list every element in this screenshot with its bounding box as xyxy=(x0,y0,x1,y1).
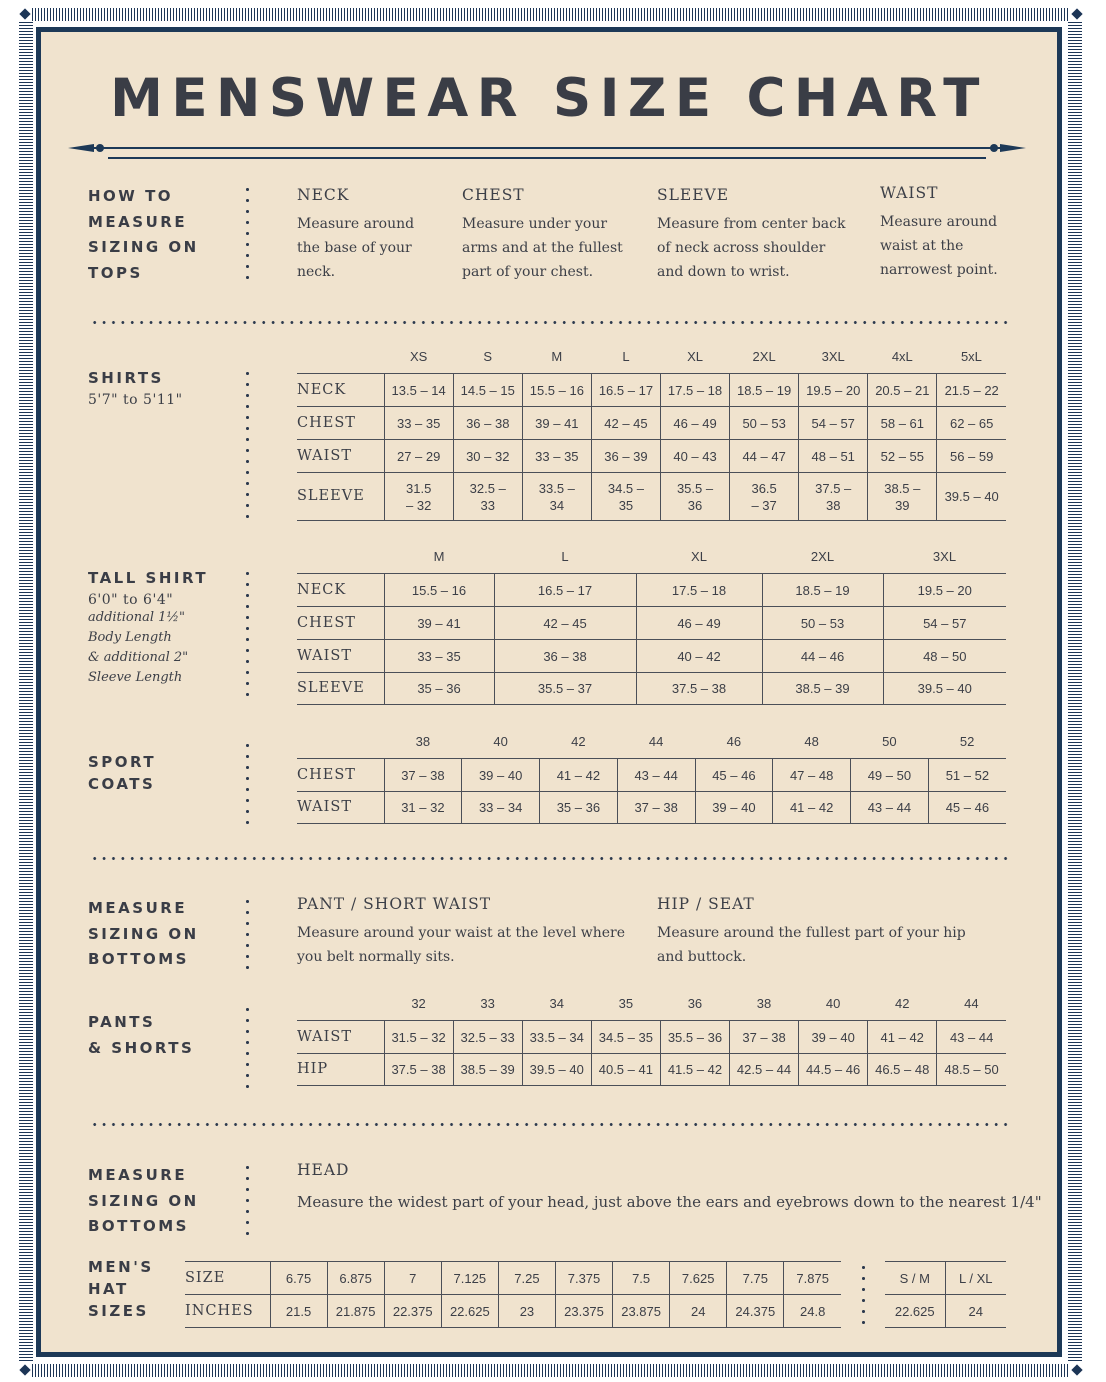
row-label: SLEEVE xyxy=(297,473,384,521)
table-cell: 40.5 – 41 xyxy=(591,1054,660,1086)
table-row xyxy=(185,1262,841,1295)
table-cell: 45 – 46 xyxy=(928,792,1006,824)
table-cell: 42.5 – 44 xyxy=(729,1054,798,1086)
table-row xyxy=(885,1262,1006,1295)
table-cell: 23.375 xyxy=(555,1295,612,1328)
size-label: M xyxy=(433,548,445,564)
table-cell: 50 – 53 xyxy=(730,407,799,440)
table-row xyxy=(297,473,1006,521)
table-cell: 23 xyxy=(498,1295,555,1328)
table-cell: 45 – 46 xyxy=(695,759,773,792)
table-cell: 40 – 42 xyxy=(636,640,762,673)
dotted-divider xyxy=(90,321,1008,324)
table-cell: 46 – 49 xyxy=(660,407,729,440)
table-cell: 39 – 40 xyxy=(462,759,540,792)
table-cell: 6.875 xyxy=(327,1262,384,1295)
table-cell: 52 – 55 xyxy=(868,440,937,473)
table-cell: 54 – 57 xyxy=(799,407,868,440)
bottoms-measure-waist: PANT / SHORT WAIST Measure around your waist at the level where you belt normally sits. xyxy=(297,895,626,965)
corner-diamond-icon xyxy=(1071,1364,1082,1375)
tops-measure-chest: CHEST Measure under your arms and at the fullest part of your chest. xyxy=(462,186,623,280)
size-label: 46 xyxy=(726,733,742,749)
table-cell: 48.5 – 50 xyxy=(937,1054,1006,1086)
table-cell: 36 – 39 xyxy=(591,440,660,473)
table-cell: 7.125 xyxy=(441,1262,498,1295)
sport-coats-heading: SPORT COATS xyxy=(88,753,157,793)
table-cell: 33 – 35 xyxy=(384,407,453,440)
row-label: WAIST xyxy=(297,640,384,673)
dotted-separator xyxy=(246,568,249,702)
table-cell: L / XL xyxy=(945,1262,1006,1295)
size-label: 34 xyxy=(549,995,564,1011)
table-cell: 38.5 – 39 xyxy=(453,1054,522,1086)
size-label: XL xyxy=(687,348,703,364)
table-cell: 19.5 – 20 xyxy=(883,574,1006,607)
tall-shirt-table xyxy=(297,539,1006,705)
table-cell: 15.5 – 16 xyxy=(384,574,494,607)
size-label: XL xyxy=(691,548,707,564)
table-cell: 41 – 42 xyxy=(868,1021,937,1054)
dotted-separator xyxy=(862,1262,865,1330)
table-cell: 43 – 44 xyxy=(617,759,695,792)
size-label: 52 xyxy=(959,733,975,749)
row-label: WAIST xyxy=(297,792,384,824)
table-cell: 37.5 – 38 xyxy=(799,473,868,521)
table-cell: 18.5 – 19 xyxy=(762,574,883,607)
table-row xyxy=(297,440,1006,473)
table-cell: 35 – 36 xyxy=(384,673,494,705)
table-cell: 33 – 35 xyxy=(522,440,591,473)
frame-left xyxy=(19,22,33,1362)
size-label: 4xL xyxy=(891,348,913,364)
table-cell: 33 – 35 xyxy=(384,640,494,673)
size-label: 33 xyxy=(480,995,495,1011)
table-cell: 13.5 – 14 xyxy=(384,374,453,407)
table-cell: 43 – 44 xyxy=(851,792,929,824)
table-cell: 35.5 – 36 xyxy=(660,473,729,521)
table-cell: 51 – 52 xyxy=(928,759,1006,792)
row-label: CHEST xyxy=(297,607,384,640)
table-cell: 39 – 40 xyxy=(695,792,773,824)
table-cell: 22.625 xyxy=(441,1295,498,1328)
table-cell: 21.5 xyxy=(270,1295,327,1328)
table-cell: 16.5 – 17 xyxy=(494,574,636,607)
table-cell: 62 – 65 xyxy=(937,407,1006,440)
row-label: WAIST xyxy=(297,1021,384,1054)
size-label: 2XL xyxy=(810,548,835,564)
table-cell: 33.5 – 34 xyxy=(522,473,591,521)
table-cell: 46 – 49 xyxy=(636,607,762,640)
table-cell: 31.5 – 32 xyxy=(384,473,453,521)
tall-shirt-heading-block: TALL SHIRT 6'0" to 6'4" additional 1½" Body Length & additional 2" Sleeve Length xyxy=(88,569,209,685)
dotted-separator xyxy=(246,740,249,828)
size-label: L xyxy=(622,348,630,364)
head-measure-heading: MEASURE SIZING ON BOTTOMS xyxy=(88,1166,199,1235)
size-label: XS xyxy=(409,348,428,364)
table-cell: 39.5 – 40 xyxy=(522,1054,591,1086)
hat-sizes-generic-table xyxy=(885,1261,1006,1328)
table-row xyxy=(297,792,1006,824)
shirts-heading-block: SHIRTS 5'7" to 5'11" xyxy=(88,369,183,408)
table-cell: 36.5 – 37 xyxy=(730,473,799,521)
table-row xyxy=(297,640,1006,673)
tops-measure-sleeve: SLEEVE Measure from center back of neck across shoulder and down to wrist. xyxy=(657,186,846,280)
size-label: S xyxy=(483,348,493,364)
table-cell: 24.8 xyxy=(784,1295,841,1328)
table-cell: 33.5 – 34 xyxy=(522,1021,591,1054)
table-cell: 14.5 – 15 xyxy=(453,374,522,407)
table-cell: 50 – 53 xyxy=(762,607,883,640)
size-label: 36 xyxy=(687,995,703,1011)
table-cell: 7 xyxy=(384,1262,441,1295)
table-cell: 17.5 – 18 xyxy=(636,574,762,607)
bottoms-measure-hip: HIP / SEAT Measure around the fullest part of your hip and buttock. xyxy=(657,895,966,965)
corner-diamond-icon xyxy=(19,8,30,19)
table-cell: 15.5 – 16 xyxy=(522,374,591,407)
title-divider-ornament xyxy=(68,138,1028,162)
table-row xyxy=(297,1021,1006,1054)
hat-sizes-table xyxy=(185,1261,841,1328)
size-label: 40 xyxy=(825,995,841,1011)
table-cell: 37 – 38 xyxy=(384,759,462,792)
table-cell: 37.5 – 38 xyxy=(384,1054,453,1086)
table-cell: 40 – 43 xyxy=(660,440,729,473)
table-cell: 22.625 xyxy=(885,1295,945,1328)
table-cell: 34.5 – 35 xyxy=(591,1021,660,1054)
size-label: 32 xyxy=(411,995,426,1011)
table-cell: 22.375 xyxy=(384,1295,441,1328)
size-label: 44 xyxy=(648,733,664,749)
table-row xyxy=(297,673,1006,705)
table-cell: 6.75 xyxy=(270,1262,327,1295)
table-cell: 32.5 – 33 xyxy=(453,473,522,521)
table-row xyxy=(297,407,1006,440)
table-cell: 56 – 59 xyxy=(937,440,1006,473)
row-label: HIP xyxy=(297,1054,384,1086)
table-cell: 7.75 xyxy=(727,1262,784,1295)
table-row xyxy=(297,574,1006,607)
size-label: 40 xyxy=(493,733,508,749)
table-cell: 41 – 42 xyxy=(540,759,618,792)
table-cell: 35.5 – 37 xyxy=(494,673,636,705)
table-cell: 7.375 xyxy=(555,1262,612,1295)
hats-heading: MEN'S HAT SIZES xyxy=(88,1258,154,1320)
table-row xyxy=(885,1295,1006,1328)
table-cell: 23.875 xyxy=(613,1295,670,1328)
size-label: 5xL xyxy=(960,348,982,364)
dotted-separator xyxy=(246,896,249,970)
table-cell: 41.5 – 42 xyxy=(660,1054,729,1086)
table-cell: 24.375 xyxy=(727,1295,784,1328)
table-cell: 27 – 29 xyxy=(384,440,453,473)
size-label: 3XL xyxy=(821,348,845,364)
table-cell: 31.5 – 32 xyxy=(384,1021,453,1054)
table-cell: 47 – 48 xyxy=(773,759,851,792)
size-label: 2XL xyxy=(752,348,776,364)
table-cell: 48 – 50 xyxy=(883,640,1006,673)
frame-top xyxy=(32,8,1070,21)
row-label: CHEST xyxy=(297,407,384,440)
table-cell: 46.5 – 48 xyxy=(868,1054,937,1086)
dotted-separator xyxy=(246,184,249,280)
table-cell: 7.875 xyxy=(784,1262,841,1295)
row-label: CHEST xyxy=(297,759,384,792)
dotted-separator xyxy=(246,1004,249,1092)
row-label: SLEEVE xyxy=(297,673,384,705)
dotted-separator xyxy=(246,1162,249,1236)
shirts-table xyxy=(297,339,1006,521)
pants-table xyxy=(297,986,1006,1086)
table-cell: 30 – 32 xyxy=(453,440,522,473)
table-cell: 31 – 32 xyxy=(384,792,462,824)
size-label: 3XL xyxy=(932,548,957,564)
table-cell: 21.875 xyxy=(327,1295,384,1328)
table-cell: 39.5 – 40 xyxy=(937,473,1006,521)
sport-coats-table xyxy=(297,724,1006,824)
tops-measure-neck: NECK Measure around the base of your neck. xyxy=(297,186,415,280)
table-cell: 39 – 41 xyxy=(384,607,494,640)
table-cell: 16.5 – 17 xyxy=(591,374,660,407)
size-label: 38 xyxy=(756,995,772,1011)
pants-heading: PANTS & SHORTS xyxy=(88,1013,195,1057)
table-cell: 35.5 – 36 xyxy=(660,1021,729,1054)
table-cell: 18.5 – 19 xyxy=(730,374,799,407)
dotted-separator xyxy=(246,368,249,524)
table-cell: 49 – 50 xyxy=(851,759,929,792)
table-cell: 7.5 xyxy=(613,1262,670,1295)
table-cell: 44 – 47 xyxy=(730,440,799,473)
table-cell: 41 – 42 xyxy=(773,792,851,824)
table-cell: 24 xyxy=(945,1295,1006,1328)
table-cell: 32.5 – 33 xyxy=(453,1021,522,1054)
table-cell: 19.5 – 20 xyxy=(799,374,868,407)
table-cell: 36 – 38 xyxy=(494,640,636,673)
table-cell: 37.5 – 38 xyxy=(636,673,762,705)
head-measure-block: HEAD Measure the widest part of your head, just above the ears and eyebrows down to the nearest 1/4" xyxy=(297,1161,1042,1211)
table-cell: 24 xyxy=(670,1295,727,1328)
table-row xyxy=(297,759,1006,792)
table-cell: 58 – 61 xyxy=(868,407,937,440)
table-cell: 39 – 40 xyxy=(799,1021,868,1054)
table-cell: 38.5 – 39 xyxy=(868,473,937,521)
table-cell: 37 – 38 xyxy=(617,792,695,824)
size-label: 38 xyxy=(415,733,431,749)
table-cell: 44.5 – 46 xyxy=(799,1054,868,1086)
table-cell: 33 – 34 xyxy=(462,792,540,824)
tops-measure-heading: HOW TO MEASURE SIZING ON TOPS xyxy=(88,187,199,282)
table-cell: 42 – 45 xyxy=(591,407,660,440)
size-label: 48 xyxy=(804,733,819,749)
dotted-divider xyxy=(90,1123,1008,1126)
size-label: 35 xyxy=(618,995,634,1011)
table-cell: 7.25 xyxy=(498,1262,555,1295)
table-cell: S / M xyxy=(885,1262,945,1295)
table-cell: 34.5 – 35 xyxy=(591,473,660,521)
dotted-divider xyxy=(90,857,1008,860)
table-cell: 42 – 45 xyxy=(494,607,636,640)
table-cell: 39 – 41 xyxy=(522,407,591,440)
table-cell: 44 – 46 xyxy=(762,640,883,673)
frame-right xyxy=(1068,22,1082,1362)
size-label: M xyxy=(551,348,563,364)
corner-diamond-icon xyxy=(19,1364,30,1375)
row-label: SIZE xyxy=(185,1262,270,1295)
row-label: NECK xyxy=(297,574,384,607)
size-label: 42 xyxy=(571,733,586,749)
corner-diamond-icon xyxy=(1071,8,1082,19)
table-cell: 43 – 44 xyxy=(937,1021,1006,1054)
table-cell: 37 – 38 xyxy=(729,1021,798,1054)
table-row xyxy=(297,607,1006,640)
table-cell: 39.5 – 40 xyxy=(883,673,1006,705)
row-label: WAIST xyxy=(297,440,384,473)
table-cell: 21.5 – 22 xyxy=(937,374,1006,407)
table-row xyxy=(297,374,1006,407)
table-cell: 54 – 57 xyxy=(883,607,1006,640)
table-cell: 38.5 – 39 xyxy=(762,673,883,705)
bottoms-measure-heading: MEASURE SIZING ON BOTTOMS xyxy=(88,899,199,968)
table-cell: 35 – 36 xyxy=(540,792,618,824)
shirts-size-header xyxy=(297,339,1006,374)
page-title: MENSWEAR SIZE CHART xyxy=(110,68,988,129)
size-label: 42 xyxy=(894,995,910,1011)
tops-measure-waist: WAIST Measure around waist at the narrowest point. xyxy=(880,184,998,278)
size-label: 50 xyxy=(882,733,897,749)
frame-bottom xyxy=(32,1364,1070,1377)
table-cell: 7.625 xyxy=(670,1262,727,1295)
table-cell: 17.5 – 18 xyxy=(660,374,729,407)
table-cell: 36 – 38 xyxy=(453,407,522,440)
size-label: L xyxy=(561,548,569,564)
table-row xyxy=(185,1295,841,1328)
table-row xyxy=(297,1054,1006,1086)
size-label: 44 xyxy=(964,995,979,1011)
table-cell: 48 – 51 xyxy=(799,440,868,473)
row-label: INCHES xyxy=(185,1295,270,1328)
row-label: NECK xyxy=(297,374,384,407)
table-cell: 20.5 – 21 xyxy=(868,374,937,407)
